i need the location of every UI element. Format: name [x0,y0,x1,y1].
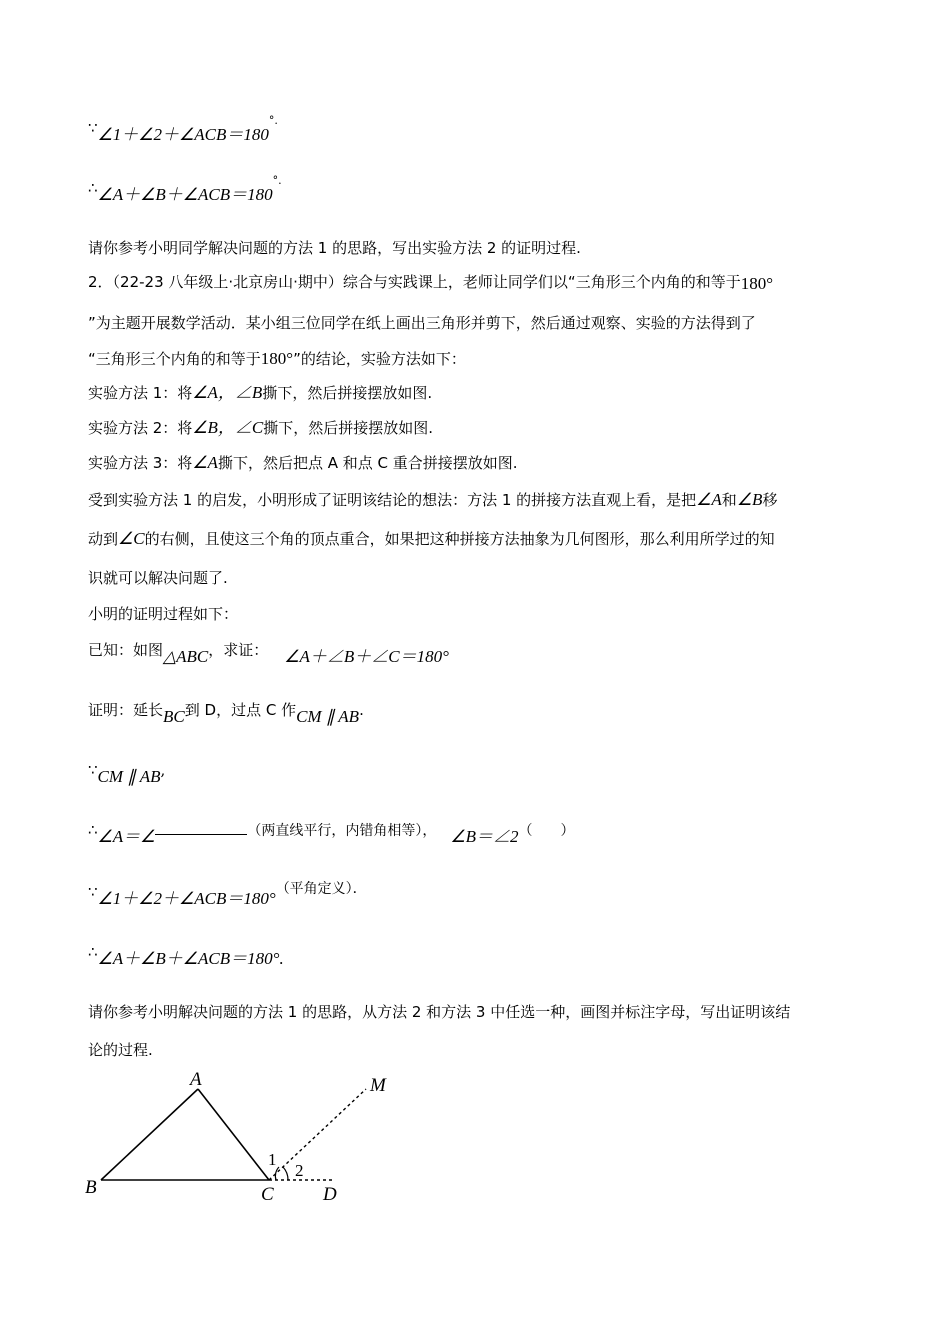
because-symbol: ∵ [88,119,98,137]
paragraph-text: 和 [721,491,737,509]
method-text: 撕下，然后拼接摆放如图. [262,384,433,402]
paragraph-text: 受到实验方法 1 的启发，小明形成了证明该结论的想法：方法 1 的拼接方法直观上看，是把 [88,491,697,509]
angle-math: ∠A，∠B [192,383,263,402]
label-angle-1: 1 [268,1150,277,1169]
label-angle-2: 2 [295,1161,304,1180]
final-instruction-line-1: 请你参考小明解决问题的方法 1 的思路，从方法 2 和方法 3 中任选一种，画图并标注字母，写出证明该结 [88,1003,791,1021]
prove-label: ，求证： [208,641,269,659]
angle-sum-expression: ∠A＋∠B＋∠ACB＝180°. [97,949,284,968]
reason-text: （两直线平行，内错角相等）， [247,823,437,839]
triangle-abc: △ABC [163,647,209,666]
angle-equality: ∠A＝∠ [97,827,156,846]
question-text: 2．（22-23 八年级上·北京房山·期中）综合与实践课上，老师让同学们以“三角形三个内角的和等于 [88,273,741,291]
period: . [359,701,364,719]
math-180-degree: 180° [260,349,294,368]
method-label: 实验方法 2：将 [88,419,193,437]
question-text: ”的结论，实验方法如下： [293,350,466,368]
angle-math: ∠C [118,529,145,548]
paragraph-text: 动到 [88,530,119,548]
label-a: A [190,1069,202,1090]
label-m: M [370,1075,386,1096]
segment-bc: BC [163,707,185,726]
parallel-statement: CM ∥ AB [97,767,161,786]
angle-2-arc [283,1167,288,1180]
segment-ab-line [101,1089,198,1180]
label-d: D [323,1184,337,1205]
proof-intro: 小明的证明过程如下： [88,605,239,623]
paragraph-text: 的右侧，且使这三个角的顶点重合，如果把这种拼接方法抽象为几何图形，那么利用所学过的知 [144,530,775,548]
angle-sum-expression: ∠1＋∠2＋∠ACB＝180° [97,889,276,908]
angle-math: ∠B [736,490,763,509]
angle-math: ∠B，∠C [192,418,264,437]
segment-ac-line [198,1089,269,1180]
reason-text: （平角定义）． [275,881,367,897]
method-text: 撕下，然后把点 A 和点 C 重合拼接摆放如图. [217,454,518,472]
method-label: 实验方法 1：将 [88,384,193,402]
question-2-line-2: ”为主题开展数学活动．某小组三位同学在纸上画出三角形并剪下，然后通过观察、实验的方法得到了 [88,314,756,332]
because-symbol: ∵ [88,883,98,901]
angle-math: ∠A [192,453,218,472]
degree-mark: °. [268,114,278,127]
because-symbol: ∵ [88,761,98,779]
therefore-symbol: ∴ [88,943,98,961]
method-label: 实验方法 3：将 [88,454,193,472]
degree-mark: °. [272,174,282,187]
proof-text: 证明：延长 [88,701,164,719]
given-label: 已知：如图 [88,641,164,659]
angle-math: ∠A [696,490,722,509]
method-text: 撕下，然后拼接摆放如图. [263,419,434,437]
instruction-text: 请你参考小明同学解决问题的方法 1 的思路，写出实验方法 2 的证明过程. [88,239,581,257]
inspiration-paragraph-line-3: 识就可以解决问题了. [88,569,228,587]
angle-sum-expression: ∠A＋∠B＋∠ACB＝180 [97,185,273,204]
label-b: B [85,1177,97,1198]
math-180-degree: 180° [740,274,774,293]
therefore-symbol: ∴ [88,179,98,197]
ray-cm-line [269,1089,366,1180]
paragraph-text: 移 [762,491,778,509]
angle-equality: ∠B＝∠2 [450,827,519,846]
angle-sum-expression: ∠1＋∠2＋∠ACB＝180 [97,125,269,144]
comma: , [160,761,166,779]
proof-text: 到 D，过点 C 作 [184,701,297,719]
parallel-statement: CM ∥ AB [296,707,360,726]
reason-blank[interactable]: （ ） [518,823,575,839]
question-text: “三角形三个内角的和等于 [88,350,261,368]
label-c: C [261,1184,274,1205]
final-instruction-line-2: 论的过程. [88,1041,153,1059]
therefore-symbol: ∴ [88,821,98,839]
angle-sum-goal: ∠A＋∠B＋∠C＝180° [284,647,449,666]
